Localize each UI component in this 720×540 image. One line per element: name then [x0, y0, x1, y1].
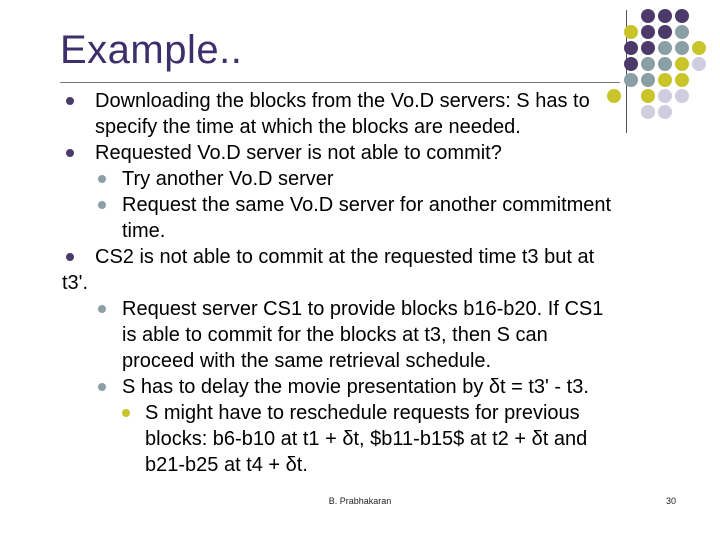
decor-dot [658, 41, 672, 55]
bullet-item [62, 88, 672, 140]
decor-dot [641, 41, 655, 55]
sub-bullet-icon [98, 201, 106, 209]
sub-bullet-icon [98, 175, 106, 183]
bullet-line: Requested Vo.D server is not able to commit? [95, 142, 502, 164]
decor-dot [658, 25, 672, 39]
bullet-line: b21-b25 at t4 + δt. [145, 454, 308, 476]
decor-dot [624, 73, 638, 87]
sub-bullet-item [62, 296, 672, 374]
decor-dot [641, 9, 655, 23]
sub-bullet-icon [98, 305, 106, 313]
bullet-list [62, 88, 672, 478]
bullet-line: specify the time at which the blocks are needed. [95, 116, 521, 138]
decor-dot [624, 57, 638, 71]
decor-dot [675, 25, 689, 39]
sub-bullet-item [62, 166, 672, 192]
decor-dot [641, 57, 655, 71]
bullet-item [62, 140, 672, 166]
footer-author: B. Prabhakaran [328, 496, 392, 506]
bullet-line: is able to commit for the blocks at t3, then S can [122, 324, 548, 346]
slide-title: Example.. [60, 28, 243, 72]
bullet-line: CS2 is not able to commit at the requested time t3 but at [95, 246, 595, 268]
page-number: 30 [666, 496, 677, 506]
bullet-line: Try another Vo.D server [122, 168, 334, 190]
decor-dot [675, 9, 689, 23]
decor-dot [624, 25, 638, 39]
decor-dot [624, 41, 638, 55]
decor-dot [675, 41, 689, 55]
decor-dot [641, 25, 655, 39]
bullet-icon [66, 253, 74, 261]
bullet-icon [66, 149, 74, 157]
decor-dot [675, 57, 689, 71]
decor-dot [692, 41, 706, 55]
sub-bullet-item [62, 192, 672, 244]
bullet-item [62, 244, 672, 296]
decor-dot [675, 89, 689, 103]
bullet-line: blocks: b6-b10 at t1 + δt, $b11-b15$ at t2 + δt and [145, 428, 588, 450]
bullet-line: time. [122, 220, 166, 242]
bullet-line: Downloading the blocks from the Vo.D servers: S has to [95, 90, 590, 112]
sub-bullet-icon [98, 383, 106, 391]
bullet-line: Request server CS1 to provide blocks b16-b20. If CS1 [122, 298, 604, 320]
sub-sub-bullet-icon [122, 409, 130, 417]
decor-dot [675, 73, 689, 87]
decor-dot [641, 73, 655, 87]
decor-dot [658, 73, 672, 87]
bullet-line: S might have to reschedule requests for previous [145, 402, 580, 424]
bullet-line: proceed with the same retrieval schedule. [122, 350, 492, 372]
bullet-line: S has to delay the movie presentation by δt = t3' - t3. [122, 376, 589, 398]
decor-dot [658, 57, 672, 71]
decor-dot [658, 9, 672, 23]
sub-sub-bullet-item [62, 400, 672, 478]
sub-bullet-item [62, 374, 672, 400]
bullet-icon [66, 97, 74, 105]
decor-dot [692, 57, 706, 71]
bullet-line: t3'. [62, 272, 89, 294]
bullet-line: Request the same Vo.D server for another commitment [122, 194, 612, 216]
